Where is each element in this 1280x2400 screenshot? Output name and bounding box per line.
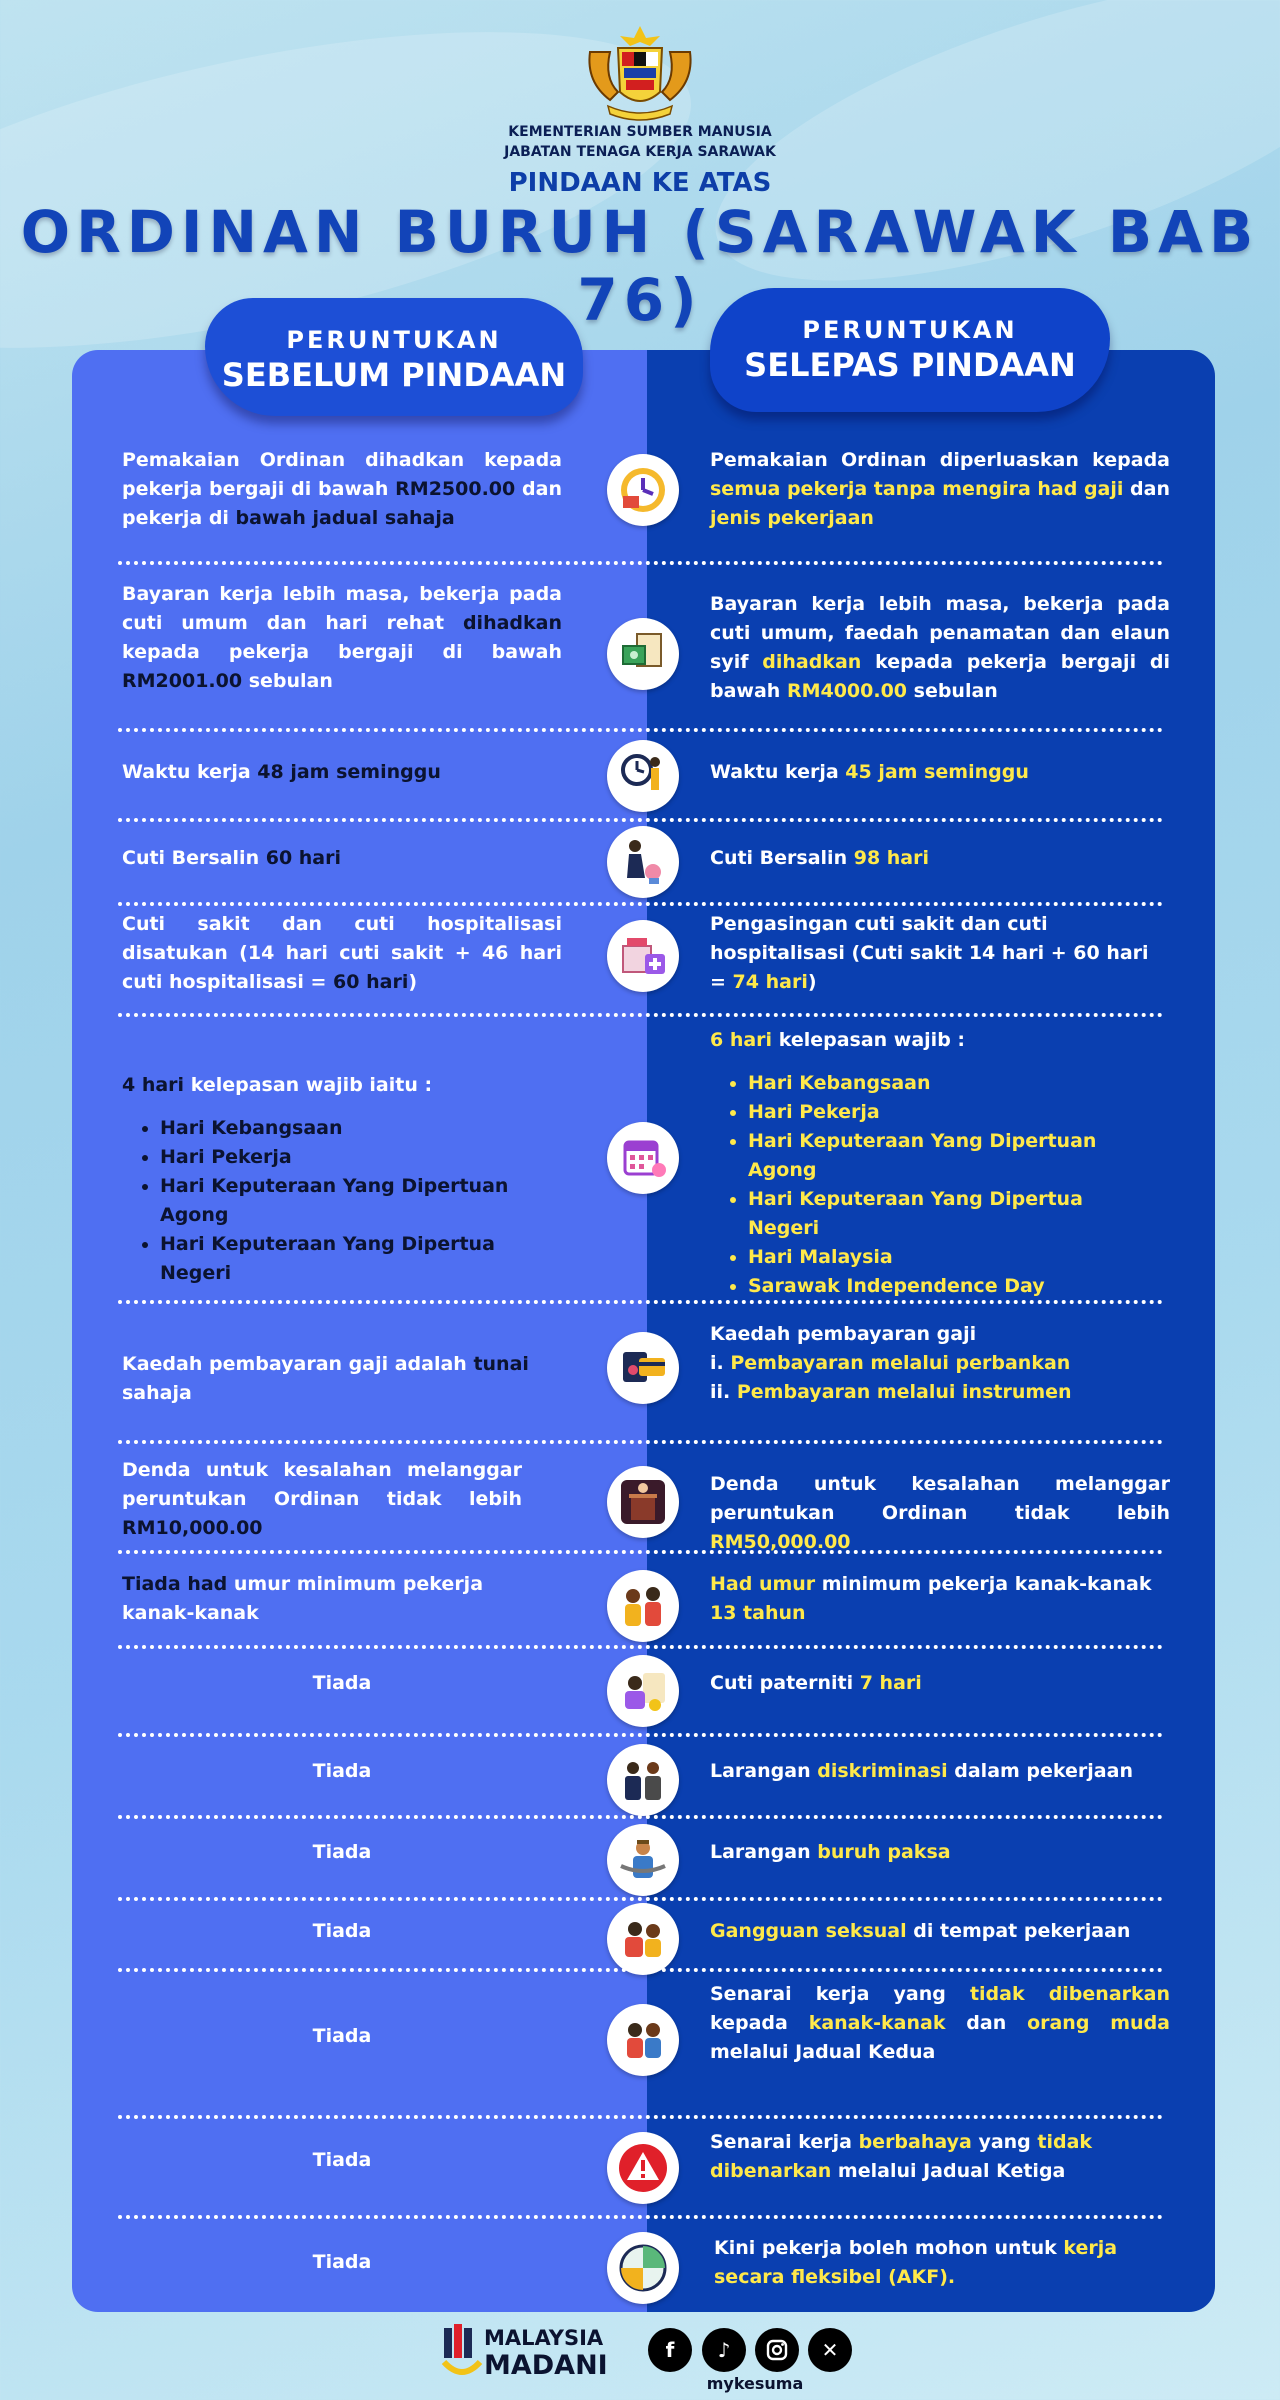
text: di tempat pekerjaan xyxy=(906,1920,1131,1942)
text: Larangan xyxy=(710,1760,818,1782)
table-row xyxy=(72,1980,1215,2080)
highlight: tunai xyxy=(473,1353,529,1375)
highlight: Pembayaran melalui instrumen xyxy=(736,1381,1072,1403)
dotted-divider xyxy=(118,1815,1163,1819)
highlight: RM50,000.00 xyxy=(710,1531,851,1553)
before-text xyxy=(122,910,562,997)
dotted-divider xyxy=(118,1897,1163,1901)
instagram-icon[interactable] xyxy=(755,2328,799,2372)
after-text xyxy=(714,2234,1154,2292)
text: yang xyxy=(971,2131,1038,2153)
text: Larangan xyxy=(710,1841,818,1863)
forced-labour-icon xyxy=(607,1824,679,1896)
text: ) xyxy=(408,971,418,993)
list-item xyxy=(710,1349,1170,1378)
before-text: Tiada xyxy=(312,1920,372,1942)
table-row xyxy=(72,1655,1215,1727)
before-text: Tiada xyxy=(312,1672,372,1694)
before-heading xyxy=(122,1071,552,1100)
dotted-divider xyxy=(118,1440,1163,1444)
before-text: Tiada xyxy=(312,1841,372,1863)
before-text xyxy=(122,1456,522,1543)
table-row xyxy=(72,1822,1215,1894)
table-row xyxy=(72,910,1215,1005)
highlight: orang muda xyxy=(1027,2012,1170,2034)
after-text xyxy=(710,910,1170,997)
text: Cuti Bersalin xyxy=(710,847,854,869)
after-text xyxy=(710,1980,1170,2067)
dotted-divider xyxy=(118,561,1163,565)
child-workers-icon xyxy=(607,2004,679,2076)
before-text xyxy=(122,844,562,873)
list-item: • Hari Kebangsaan xyxy=(748,1069,1140,1098)
table-row xyxy=(72,2228,1215,2308)
dotted-divider xyxy=(118,1733,1163,1737)
malaysia-madani-logo xyxy=(440,2322,610,2384)
before-amendment-tab xyxy=(205,298,583,416)
after-text xyxy=(710,446,1170,533)
table-row xyxy=(72,740,1215,810)
dotted-divider xyxy=(118,1550,1163,1554)
highlight: 48 jam seminggu xyxy=(257,761,441,783)
table-row xyxy=(72,1026,1215,1297)
courtroom-podium-icon xyxy=(607,1466,679,1538)
dotted-divider xyxy=(118,728,1163,732)
list-item: • Hari Pekerja xyxy=(160,1143,552,1172)
list-item: • Hari Pekerja xyxy=(748,1098,1140,1127)
text: melalui Jadual Ketiga xyxy=(831,2160,1066,2182)
tab-left-line-1: PERUNTUKAN xyxy=(286,326,502,354)
dotted-divider xyxy=(118,1300,1163,1304)
highlight: 98 hari xyxy=(853,847,930,869)
children-people-icon xyxy=(607,1570,679,1642)
ministry-line-1: KEMENTERIAN SUMBER MANUSIA xyxy=(508,124,772,140)
text: Denda untuk kesalahan melanggar peruntukan Ordinan tidak lebih xyxy=(710,1473,1170,1524)
after-text xyxy=(710,1320,1170,1407)
dotted-divider xyxy=(118,1968,1163,1972)
before-text xyxy=(122,1350,602,1408)
highlight: 4 hari xyxy=(122,1074,185,1096)
text: Senarai kerja yang xyxy=(710,1983,970,2005)
calendar-clock-icon xyxy=(607,454,679,526)
before-text xyxy=(122,580,562,696)
highlight: buruh paksa xyxy=(817,1841,951,1863)
highlight: jenis pekerjaan xyxy=(710,507,874,529)
text: Cuti paterniti xyxy=(710,1672,860,1694)
coat-of-arms-logo xyxy=(580,22,700,122)
text: kepada pekerja bergaji di bawah xyxy=(710,651,1171,702)
highlight: 60 hari xyxy=(333,971,409,993)
highlight: 74 hari xyxy=(732,971,808,993)
text: Pemakaian Ordinan dihadkan kepada pekerja bergaji di bawah xyxy=(122,449,562,500)
social-handle: mykesuma xyxy=(706,2374,804,2393)
after-heading xyxy=(710,1026,1140,1055)
ministry-line-2: JABATAN TENAGA KERJA SARAWAK xyxy=(504,144,776,160)
before-text xyxy=(122,446,562,533)
text: Kaedah pembayaran gaji adalah xyxy=(122,1353,474,1375)
x-icon[interactable]: ✕ xyxy=(808,2328,852,2372)
list-item: • Hari Keputeraan Yang Dipertuan Agong xyxy=(160,1172,552,1230)
hospital-icon xyxy=(607,920,679,992)
after-text xyxy=(710,1570,1170,1628)
after-text xyxy=(710,1757,1170,1786)
after-text xyxy=(710,1026,1140,1301)
madani-emblem xyxy=(440,2322,484,2382)
tab-right-line-2: SELEPAS PINDAAN xyxy=(744,346,1076,384)
text: kepada pekerja bergaji di bawah xyxy=(122,641,562,663)
dotted-divider xyxy=(118,2115,1163,2119)
table-row xyxy=(72,446,1215,536)
before-text: Tiada xyxy=(312,2025,372,2047)
before-text xyxy=(122,1570,522,1628)
text: dan xyxy=(1123,478,1170,500)
highlight: kanak-kanak xyxy=(808,2012,946,2034)
list-item: • Hari Keputeraan Yang Dipertuan Agong xyxy=(748,1127,1140,1185)
after-text xyxy=(710,590,1170,706)
dotted-divider xyxy=(118,1645,1163,1649)
highlight: Tiada had xyxy=(122,1573,228,1595)
text: umur minimum pekerja kanak-kanak xyxy=(122,1573,484,1624)
table-row xyxy=(72,826,1215,896)
maternity-icon xyxy=(607,826,679,898)
harassment-icon xyxy=(607,1903,679,1975)
dotted-divider xyxy=(118,902,1163,906)
text: kepada xyxy=(710,2012,809,2034)
text: dan xyxy=(945,2012,1028,2034)
text: minimum pekerja kanak-kanak xyxy=(815,1573,1152,1595)
after-text xyxy=(710,758,1170,787)
table-row xyxy=(72,1903,1215,1969)
text: ii. xyxy=(710,1381,737,1403)
after-text xyxy=(710,1838,1170,1867)
text: Pemakaian Ordinan diperluaskan kepada xyxy=(710,449,1170,471)
list-item xyxy=(710,1378,1170,1407)
highlight: 7 hari xyxy=(859,1672,922,1694)
text: Bayaran kerja lebih masa, bekerja pada cuti umum, faedah penamatan dan elaun syif xyxy=(710,593,1170,673)
tab-right-line-1: PERUNTUKAN xyxy=(802,316,1018,344)
text: dalam pekerjaan xyxy=(947,1760,1133,1782)
highlight: kerja secara fleksibel (AKF). xyxy=(714,2237,1118,2288)
clock-person-icon xyxy=(607,740,679,812)
payment-card-icon xyxy=(607,1332,679,1404)
list-item: • Sarawak Independence Day xyxy=(748,1272,1140,1301)
text: Denda untuk kesalahan melanggar peruntukan Ordinan tidak lebih xyxy=(122,1459,522,1510)
highlight: Gangguan seksual xyxy=(710,1920,907,1942)
text: Cuti Bersalin xyxy=(122,847,266,869)
highlight: RM2500.00 xyxy=(395,478,516,500)
text: Pengasingan cuti sakit dan cuti hospitalisasi (Cuti sakit 14 hari + 60 hari = xyxy=(710,913,1149,993)
flexible-work-icon xyxy=(607,2232,679,2304)
tab-left-line-2: SEBELUM PINDAAN xyxy=(221,356,567,394)
facebook-icon[interactable]: f xyxy=(648,2328,692,2372)
after-text xyxy=(710,2128,1110,2186)
warning-icon xyxy=(607,2132,679,2204)
highlight: 60 hari xyxy=(265,847,342,869)
text: Waktu kerja xyxy=(122,761,258,783)
highlight: RM10,000.00 xyxy=(122,1517,263,1539)
before-text xyxy=(122,1071,552,1288)
after-text xyxy=(710,1917,1170,1946)
before-text xyxy=(122,758,562,787)
highlight: 13 tahun xyxy=(710,1602,806,1624)
page-subtitle: PINDAAN KE ATAS xyxy=(508,168,772,198)
after-holiday-list xyxy=(710,1069,1140,1301)
highlight: 45 jam seminggu xyxy=(845,761,1029,783)
table-row xyxy=(72,1320,1215,1430)
text: melalui Jadual Kedua xyxy=(710,2041,936,2063)
ministry-name xyxy=(0,122,1280,162)
after-amendment-tab xyxy=(710,288,1110,412)
text: dan pekerja di xyxy=(122,478,562,529)
highlight: tidak dibenarkan xyxy=(969,1983,1170,2005)
logo-line-2: MADANI xyxy=(484,2350,608,2381)
table-row xyxy=(72,580,1215,700)
page-title: ORDINAN BURUH (SARAWAK BAB 76) xyxy=(20,198,1260,334)
dotted-divider xyxy=(118,818,1163,822)
highlight: berbahaya xyxy=(858,2131,972,2153)
list-item: • Hari Keputeraan Yang Dipertua Negeri xyxy=(160,1230,552,1288)
highlight: dihadkan xyxy=(762,651,862,673)
list-item: • Hari Keputeraan Yang Dipertua Negeri xyxy=(748,1185,1140,1243)
text: Cuti sakit dan cuti hospitalisasi disatukan (14 hari cuti sakit + 46 hari cuti hospitalisasi = xyxy=(122,913,562,993)
dotted-divider xyxy=(118,1013,1163,1017)
before-text: Tiada xyxy=(312,1760,372,1782)
before-text: Tiada xyxy=(312,2149,372,2171)
table-row xyxy=(72,1740,1215,1812)
discrimination-people-icon xyxy=(607,1744,679,1816)
highlight: diskriminasi xyxy=(817,1760,948,1782)
highlight: Pembayaran melalui perbankan xyxy=(730,1352,1071,1374)
list-item: • Hari Malaysia xyxy=(748,1243,1140,1272)
after-heading: Kaedah pembayaran gaji xyxy=(710,1323,977,1345)
highlight: semua pekerja tanpa mengira had gaji xyxy=(710,478,1124,500)
highlight: dihadkan xyxy=(462,612,562,634)
after-text xyxy=(710,1470,1170,1557)
highlight: RM4000.00 xyxy=(786,680,908,702)
highlight: 6 hari xyxy=(710,1029,773,1051)
after-text xyxy=(710,844,1170,873)
text: ) xyxy=(807,971,817,993)
list-item: • Hari Kebangsaan xyxy=(160,1114,552,1143)
text: sebulan xyxy=(907,680,998,702)
table-row xyxy=(72,1570,1215,1640)
text: Kini pekerja boleh mohon untuk xyxy=(714,2237,1064,2259)
logo-line-1: MALAYSIA xyxy=(484,2326,604,2350)
holiday-calendar-icon xyxy=(607,1122,679,1194)
text: sebulan xyxy=(242,670,333,692)
table-row xyxy=(72,2128,1215,2208)
text: kelepasan wajib : xyxy=(772,1029,966,1051)
highlight: Had umur xyxy=(710,1573,816,1595)
before-holiday-list xyxy=(122,1114,552,1288)
text: kelepasan wajib iaitu : xyxy=(184,1074,433,1096)
highlight: RM2001.00 xyxy=(122,670,243,692)
dotted-divider xyxy=(118,2215,1163,2219)
highlight: bawah jadual sahaja xyxy=(235,507,455,529)
highlight: tidak dibenarkan xyxy=(710,2131,1093,2182)
documents-money-icon xyxy=(607,618,679,690)
table-row xyxy=(72,1456,1215,1551)
text: sahaja xyxy=(122,1382,192,1404)
after-text xyxy=(710,1669,1170,1698)
tiktok-icon[interactable]: ♪ xyxy=(702,2328,746,2372)
text: Waktu kerja xyxy=(710,761,846,783)
text: i. xyxy=(710,1352,731,1374)
before-text: Tiada xyxy=(312,2251,372,2273)
father-baby-icon xyxy=(607,1655,679,1727)
text: Senarai kerja xyxy=(710,2131,859,2153)
text: Bayaran kerja lebih masa, bekerja pada cuti umum dan hari rehat xyxy=(122,583,562,634)
